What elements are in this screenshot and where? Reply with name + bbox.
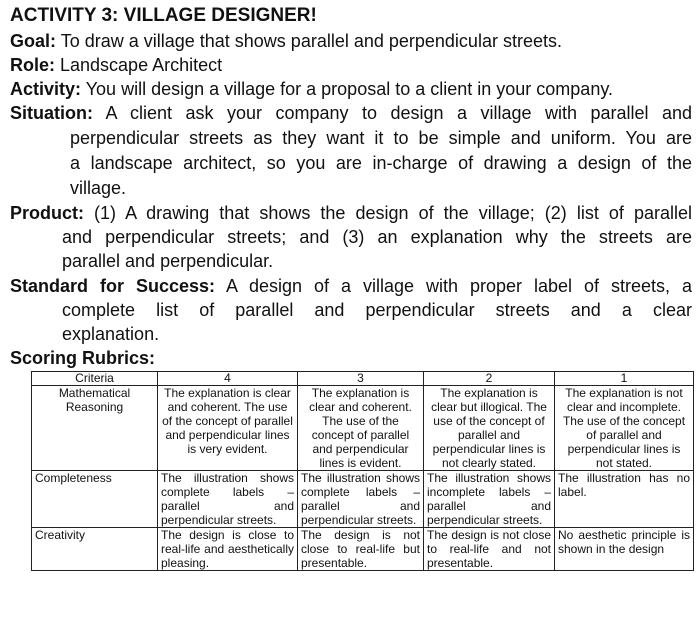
- product-line-2: and perpendicular streets; and (3) an explanation why the streets are: [62, 227, 692, 247]
- score-1-cell: The explanation is not clear and incomplete. The use of the concept of parallel and perpendicular lines is not stated.: [555, 386, 694, 471]
- product-text-1: (1) A drawing that shows the design of the village; (2) list of parallel: [84, 203, 692, 223]
- score-3-cell: The design is not close to real-life but presentable.: [298, 528, 424, 571]
- score-4-cell: The explanation is clear and coherent. The use of the concept of parallel and perpendicular lines is very evident.: [158, 386, 298, 471]
- product-label: Product:: [10, 203, 84, 223]
- rubric-row-completeness: [32, 471, 694, 528]
- criteria-cell: Mathematical Reasoning: [32, 386, 158, 471]
- criteria-cell: Creativity: [32, 528, 158, 571]
- goal-text: To draw a village that shows parallel and perpendicular streets.: [56, 31, 562, 51]
- product-line-1: [10, 201, 692, 225]
- situation-line-2: perpendicular streets as they want it to be simple and uniform. You are: [70, 128, 692, 148]
- rubrics-heading: Scoring Rubrics:: [10, 348, 156, 368]
- header-score-4: 4: [158, 372, 298, 386]
- role-text: Landscape Architect: [55, 55, 223, 75]
- standard-line-1: [10, 274, 692, 298]
- situation-line-1: [10, 101, 692, 125]
- activity-line: [10, 77, 692, 101]
- score-3-cell: The explanation is clear and coherent. The use of the concept of parallel and perpendicular lines is evident.: [298, 386, 424, 471]
- activity-title: ACTIVITY 3: VILLAGE DESIGNER!: [10, 5, 317, 26]
- rubric-header-row: [32, 372, 694, 386]
- standard-line-3: explanation.: [62, 324, 160, 344]
- activity-text: You will design a village for a proposal to a client in your company.: [81, 79, 613, 99]
- product-line-3: parallel and perpendicular.: [62, 251, 274, 271]
- scoring-rubric-table: [31, 371, 694, 571]
- goal-line: [10, 29, 692, 53]
- goal-label: Goal:: [10, 31, 57, 51]
- score-2-cell: The design is not close to real-life and not presentable.: [424, 528, 555, 571]
- header-score-3: 3: [298, 372, 424, 386]
- role-label: Role:: [10, 55, 55, 75]
- score-4-cell: The illustration shows complete labels – parallel and perpendicular streets.: [158, 471, 298, 528]
- situation-label: Situation:: [10, 103, 93, 123]
- situation-line-4: village.: [70, 178, 127, 198]
- role-line: [10, 53, 692, 77]
- header-score-1: 1: [555, 372, 694, 386]
- situation-text-1: A client ask your company to design a village with parallel and: [93, 103, 692, 123]
- rubric-row-mathematical-reasoning: [32, 386, 694, 471]
- criteria-cell: Completeness: [32, 471, 158, 528]
- activity-label: Activity:: [10, 79, 82, 99]
- score-4-cell: The design is close to real-life and aesthetically pleasing.: [158, 528, 298, 571]
- score-3-cell: The illustration shows complete labels – parallel and perpendicular streets.: [298, 471, 424, 528]
- standard-text-1: A design of a village with proper label of streets, a: [215, 276, 692, 296]
- header-criteria: Criteria: [32, 372, 158, 386]
- score-1-cell: No aesthetic principle is shown in the design: [555, 528, 694, 571]
- situation-line-3: a landscape architect, so you are in-charge of drawing a design of the: [70, 153, 692, 173]
- score-2-cell: The explanation is clear but illogical. The use of the concept of parallel and perpendicular lines is not clearly stated.: [424, 386, 555, 471]
- rubric-row-creativity: [32, 528, 694, 571]
- standard-line-2: complete list of parallel and perpendicular streets and a clear: [62, 300, 692, 320]
- header-score-2: 2: [424, 372, 555, 386]
- score-1-cell: The illustration has no label.: [555, 471, 694, 528]
- score-2-cell: The illustration shows incomplete labels – parallel and perpendicular streets.: [424, 471, 555, 528]
- standard-label: Standard for Success:: [10, 276, 216, 296]
